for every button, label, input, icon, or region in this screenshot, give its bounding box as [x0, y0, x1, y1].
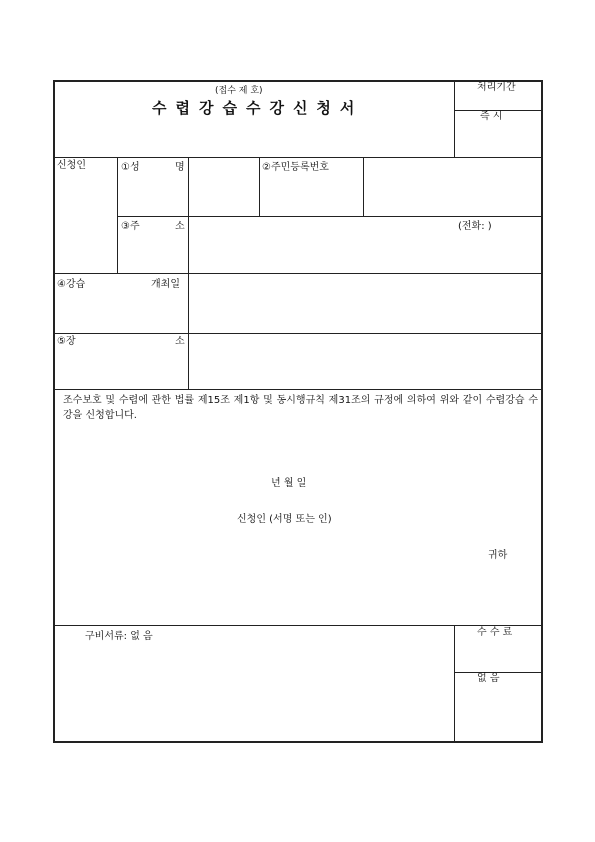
processing-period-label: 처리기간 [477, 82, 516, 93]
application-form [53, 80, 543, 743]
phone-label: (전화: ) [458, 221, 492, 232]
applicant-signature-line: 신청인 (서명 또는 인) [237, 514, 332, 525]
processing-period-value: 즉 시 [480, 111, 503, 122]
lecture-date-label-suffix: 개최일 [151, 279, 180, 290]
applicant-label: 신청인 [57, 160, 86, 171]
name-label-suffix: 명 [175, 162, 185, 173]
fee-value: 없 음 [477, 673, 500, 684]
name-label: ①성 [121, 162, 140, 173]
address-label-suffix: 소 [175, 221, 185, 232]
lecture-date-label: ④강습 [57, 279, 86, 290]
fee-label: 수 수 료 [477, 627, 513, 638]
statement-divider [53, 625, 543, 626]
application-statement: 조수보호 및 수렵에 관한 법률 제15조 제1항 및 동시행규칙 제31조의 규정에 의하여 위와 같이 수렵강습 수강을 신청합니다. [63, 395, 538, 421]
place-row-divider [53, 389, 543, 390]
place-label: ⑤장 [57, 336, 76, 347]
receipt-number: (접수 제 호) [215, 86, 263, 96]
recipient-label: 귀하 [488, 550, 508, 561]
resident-number-label: ②주민등록번호 [262, 162, 329, 173]
applicant-label-column-line [117, 157, 118, 273]
header-divider [53, 157, 543, 158]
header-right-column-line [454, 80, 455, 157]
address-label: ③주 [121, 221, 140, 232]
form-title: 수렵강습수강신청서 [152, 99, 364, 117]
label-column-line [188, 157, 189, 389]
place-label-suffix: 소 [175, 336, 185, 347]
applicant-section-divider [53, 273, 543, 274]
fee-column-line [454, 625, 455, 743]
name-value-column-line [259, 157, 260, 216]
name-row-divider [117, 216, 543, 217]
required-documents-label: 구비서류: 없 음 [85, 631, 153, 642]
resident-no-column-line [363, 157, 364, 216]
lecture-row-divider [53, 333, 543, 334]
application-date: 년 월 일 [271, 478, 307, 489]
